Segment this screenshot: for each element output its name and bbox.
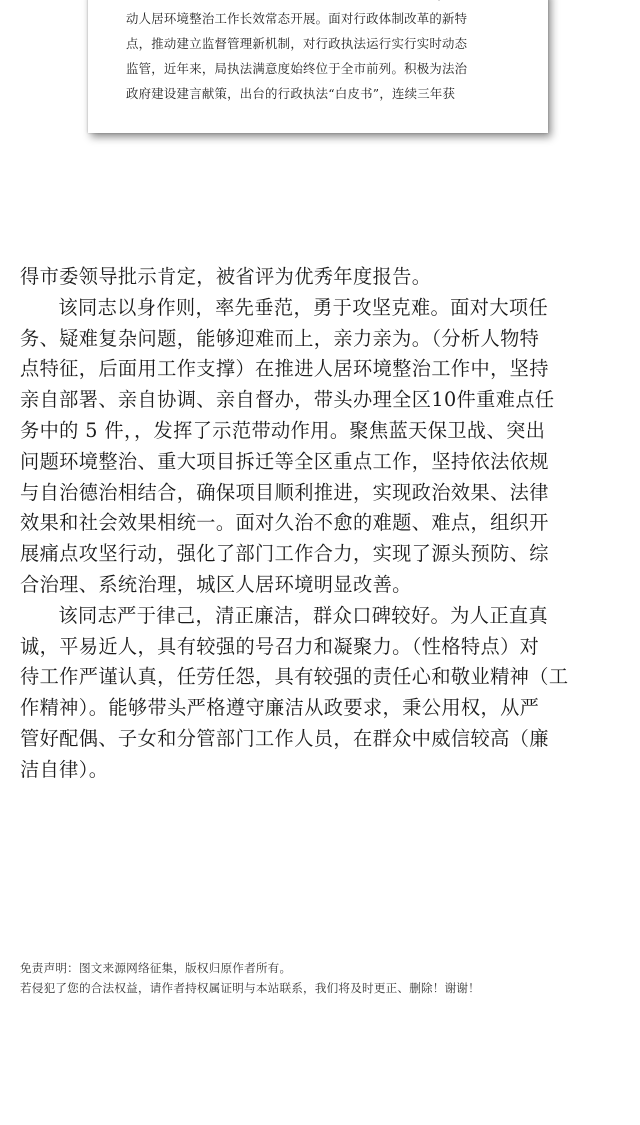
body-line: 诚，平易近人，具有较强的号召力和凝聚力。（性格特点）对 bbox=[20, 634, 540, 658]
body-line: 务中的 5 件，，发挥了示范带动作用。聚焦蓝天保卫战、突出 bbox=[20, 418, 546, 442]
body-line: 与自治德治相结合，确保项目顺利推进，实现政治效果、法律 bbox=[20, 480, 549, 504]
paragraph-first-line: 该同志严于律己，清正廉洁，群众口碑较好。为人正直真 bbox=[58, 603, 549, 627]
body-line: 洁自律）。 bbox=[20, 757, 109, 781]
disclaimer-line-2: 若侵犯了您的合法权益，请作者持权属证明与本站联系，我们将及时更正、删除！谢谢！ bbox=[20, 981, 480, 995]
quoted-document-text bbox=[126, 0, 518, 106]
body-line: 点特征，后面用工作支撑）在推进人居环境整治工作中，坚持 bbox=[20, 357, 549, 381]
body-line: 务、疑难复杂问题，能够迎难而上，亲力亲为。（分析人物特 bbox=[20, 326, 540, 350]
body-line: 待工作严谨认真，任劳任怨，具有较强的责任心和敬业精神（工 bbox=[20, 665, 569, 689]
card-line: 点，推动建立监督管理新机制，对行政执法运行实行实时动态 bbox=[126, 36, 468, 51]
card-line: 政府建设建言献策，出台的行政执法“白皮书”，连续三年获 bbox=[126, 86, 456, 101]
body-line: 管好配偶、子女和分管部门工作人员，在群众中威信较高（廉 bbox=[20, 726, 549, 750]
body-line: 得市委领导批示肯定，被省评为优秀年度报告。 bbox=[20, 265, 432, 288]
quoted-document-card bbox=[88, 0, 548, 133]
disclaimer-line-1: 免责声明：图文来源网络征集，版权归原作者所有。 bbox=[20, 961, 292, 975]
paragraph-first-line: 该同志以身作则，率先垂范，勇于攻坚克难。面对大项任 bbox=[58, 295, 549, 319]
card-line: 动人居环境整治工作长效常态开展。面对行政体制改革的新特 bbox=[126, 11, 468, 26]
body-line: 展痛点攻坚行动，强化了部门工作合力，实现了源头预防、综 bbox=[20, 542, 549, 566]
body-line: 作精神）。能够带头严格遵守廉洁从政要求，秉公用权，从严 bbox=[20, 696, 540, 720]
body-line: 亲自部署、亲自协调、亲自督办，带头办理全区10件重难点任 bbox=[20, 388, 555, 412]
disclaimer bbox=[20, 958, 620, 998]
article-body bbox=[20, 262, 622, 786]
body-line: 合治理、系统治理，城区人居环境明显改善。 bbox=[20, 572, 412, 596]
card-line: 监管，近年来，局执法满意度始终位于全市前列。积极为法治 bbox=[126, 61, 468, 76]
body-line: 问题环境整治、重大项目拆迁等全区重点工作，坚持依法依规 bbox=[20, 449, 549, 473]
body-line: 效果和社会效果相统一。面对久治不愈的难题、难点，组织开 bbox=[20, 511, 549, 535]
